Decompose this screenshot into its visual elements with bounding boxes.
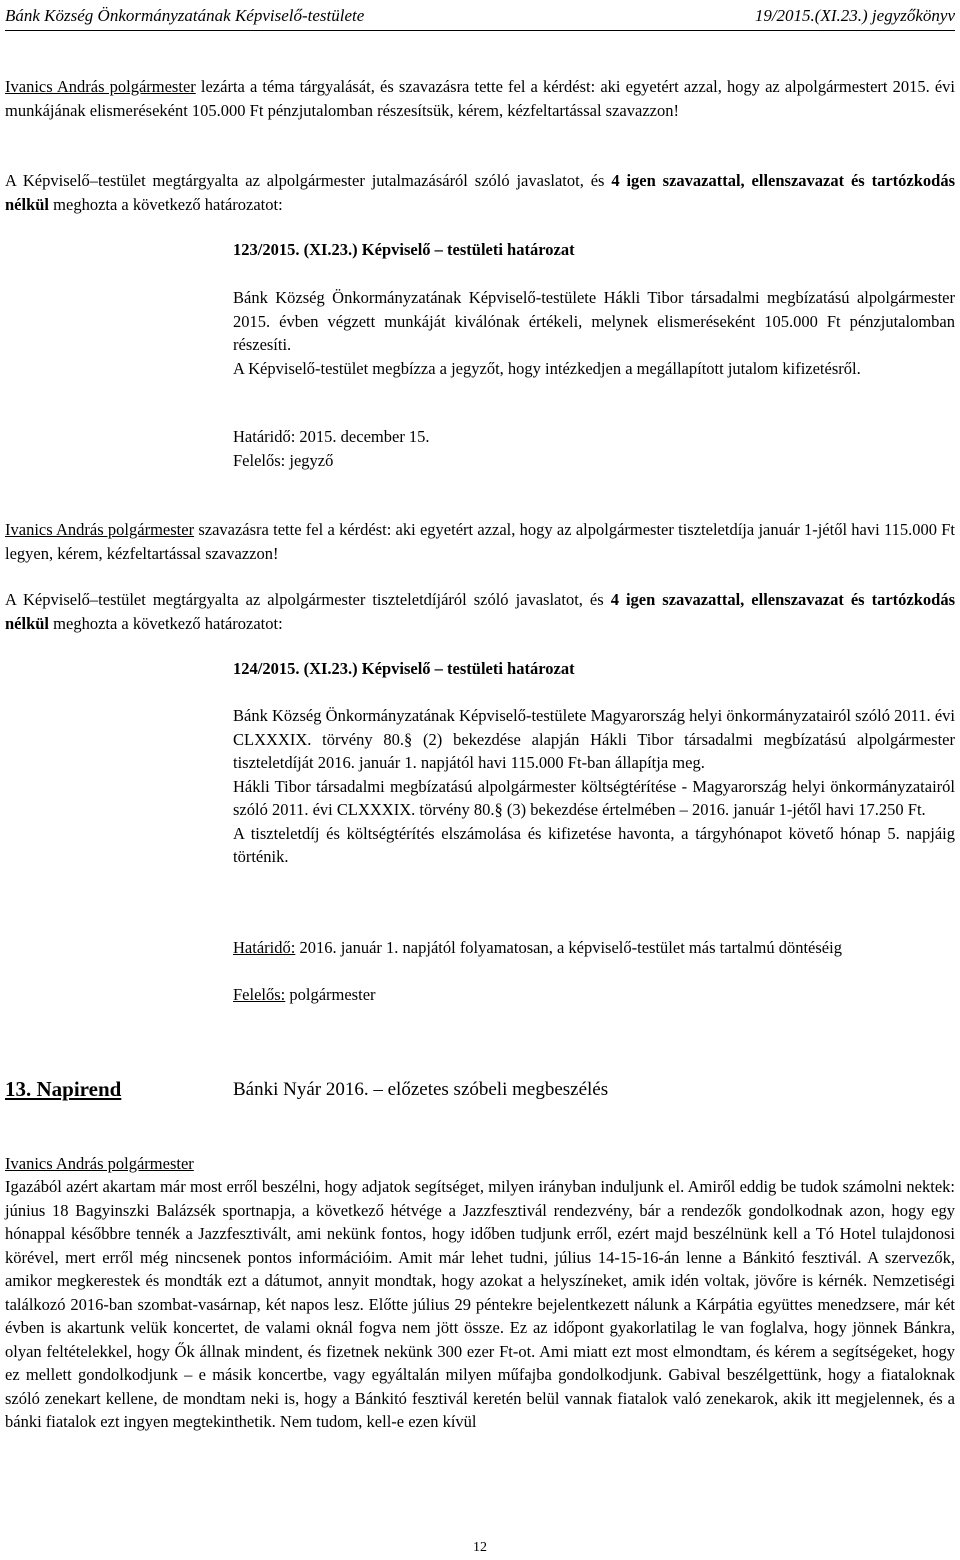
resolution-responsible: Felelős: jegyző (233, 451, 334, 470)
decision-text-end: meghozta a következő határozatot: (53, 613, 283, 633)
paragraph-vote-call-1 (5, 75, 955, 122)
resolution-text-3: A tiszteletdíj és költségtérítés elszámolása és kifizetése havonta, a tárgyhónapot követő hónap 5. napjáig történik. (233, 823, 955, 866)
page-number: 12 (473, 1540, 487, 1555)
paragraph-decision-2 (5, 588, 955, 635)
decision-text-end: meghozta a következő határozatot: (53, 194, 283, 214)
vote-result: 4 igen szavazattal, ellenszavazat és tartózkodás nélkül (5, 171, 956, 214)
responsible-value: polgármester (289, 985, 376, 1004)
agenda-number: 13. Napirend (5, 1077, 122, 1101)
paragraph-text: lezárta a téma tárgyalását, és szavazásra tette fel a kérdést: aki egyetért azzal, hogy az alpolgármestert 2015. évi munkájának elismeréseként 105.000 Ft pénzjutalomban részesítsük, kérem, kézfeltartással szavazzon! (5, 77, 955, 120)
resolution-deadline-2 (233, 936, 955, 960)
agenda-title: Bánki Nyár 2016. – előzetes szóbeli megbeszélés (233, 1079, 609, 1100)
resolution-text: Bánk Község Önkormányzatának Képviselő-testülete Hákli Tibor társadalmi megbízatású alpolgármester 2015. évben végzett munkáját kiválónak értékeli, melynek elismeréseként 105.000 Ft pénzjutalomban részesíti. (233, 288, 955, 354)
resolution-deadline: Határidő: 2015. december 15. (233, 427, 430, 446)
deadline-value: 2016. január 1. napjától folyamatosan, a képviselő-testület más tartalmú döntéséig (299, 938, 842, 957)
resolution-text-2: A Képviselő-testület megbízza a jegyzőt, hogy intézkedjen a megállapított jutalom kifizetésről. (233, 358, 861, 378)
header-left: Bánk Község Önkormányzatának Képviselő-testülete (5, 6, 365, 25)
deadline-label: Határidő: (233, 938, 296, 957)
decision-text: A Képviselő–testület megtárgyalta az alpolgármester jutalmazásáról szóló javaslatot, és (5, 171, 605, 190)
resolution-title: 123/2015. (XI.23.) Képviselő – testületi határozat (233, 240, 575, 259)
paragraph-decision-1 (5, 169, 955, 216)
resolution-title-2: 124/2015. (XI.23.) Képviselő – testületi határozat (233, 659, 575, 678)
resolution-responsible-2 (233, 983, 955, 1007)
decision-text: A Képviselő–testület megtárgyalta az alpolgármester tiszteletdíjáról szóló javaslatot, és (5, 590, 604, 609)
vote-result: 4 igen szavazattal, ellenszavazat és tartózkodás nélkül (5, 590, 956, 633)
speaker-name: Ivanics András polgármester (5, 77, 196, 96)
speaker-heading: Ivanics András polgármester (5, 1154, 194, 1173)
paragraph-vote-call-2 (5, 518, 955, 565)
paragraph-text: szavazásra tette fel a kérdést: aki egyetért azzal, hogy az alpolgármester tiszteletdíja január 1-jétől havi 115.000 Ft legyen, kérem, kézfeltartással szavazzon! (5, 520, 956, 563)
responsible-label: Felelős: (233, 985, 286, 1004)
resolution-text: Bánk Község Önkormányzatának Képviselő-testülete Magyarország helyi önkormányzatairól szóló 2011. évi CLXXXIX. törvény 80.§ (2) bekezdése alapján Hákli Tibor társadalmi megbízatású alpolgármester tiszteletdíját 2016. január 1. napjától havi 115.000 Ft-ban állapítja meg. (233, 706, 955, 772)
speech-paragraph: Igazából azért akartam már most erről beszélni, hogy adjatok segítséget, milyen irányban induljunk el. Amiről eddig be tudok számolni nektek: június 18 Bagyinszki Balázsék sportnapja, a következő hétvége a Jazzfesztivál rendezvény, bár a rendezők gondolkodnak azon, hogy egy hónappal későbbre tennék a Jazzfesztivált, ami nekünk fontos, hogy időben tudjunk erről, ezért majd beszélnünk kell a Tó Hotel tulajdonosi körével, mert erről még nincsenek pontos információim. Amit már lehet tudni, július 14-15-16-án lenne a Bánkitó fesztivál. A szervezők, amikor megkerestek és mondták ezt a dátumot, annyit mondtak, hogy azokat a helyszíneket, amik idén voltak, jövőre is kérnék. Nemzetiségi találkozó 2016-ban szombat-vasárnap, két napos lesz. Előtte július 29 péntekre bejelentkezett nálunk a Kárpátia együttes menedzsere, már két évben is akartunk velük koncertet, de valami oknál fogva nem jött össze. Ez az időpont gyakorlatilag le van foglalva, hogy jönnek Bánkra, olyan feltételekkel, hogy Ők állnak mindent, és fizetnek nekünk 300 ezer Ft-ot. Ami miatt ezt most elmondtam, és kérem a segítségeket, hogy ez mellett gondolkodjunk – e másik koncertbe, vagy egyáltalán milyen műfajba gondolkodjunk. Gabival beszélgettünk, hogy a fiataloknak szóló zenekart kellene, de mondtam neki is, hogy a Bánkitó fesztivál keretén belül vannak fiatalok való zenekarok, akik itt megjelennek, és a bánki fiatalok ezt ingyen megtekinthetik. Nem tudom, kell-e ezen kívül (5, 1177, 955, 1431)
speaker-name: Ivanics András polgármester (5, 520, 195, 539)
resolution-body (233, 286, 955, 380)
header-right: 19/2015.(XI.23.) jegyzőkönyv (754, 6, 955, 25)
page-header (5, 4, 955, 31)
resolution-body-2 (233, 704, 955, 869)
resolution-text-2: Hákli Tibor társadalmi megbízatású alpolgármester költségtérítése - Magyarország helyi önkormányzatairól szóló 2011. évi CLXXXIX. törvény 80.§ (3) bekezdése értelmében – 2016. január 1-jétől havi 17.250 Ft. (233, 776, 955, 819)
